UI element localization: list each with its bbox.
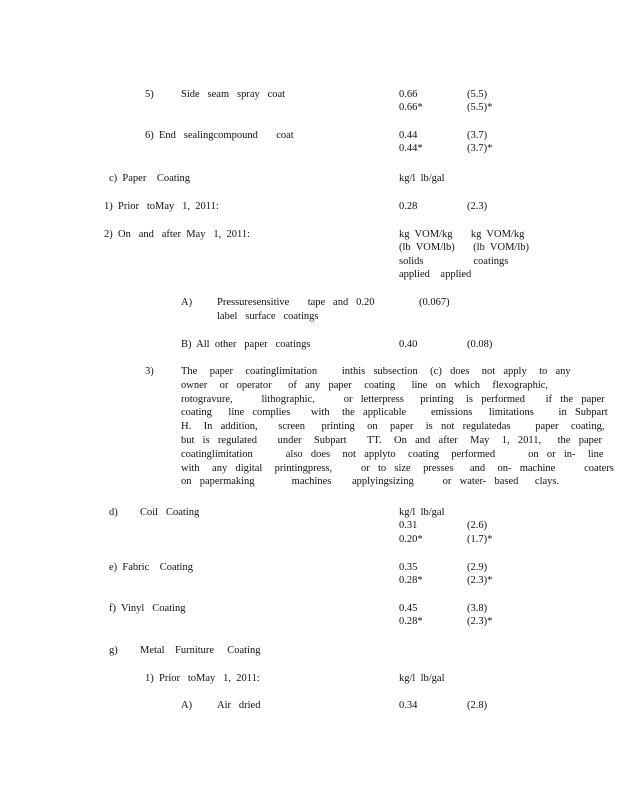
coil-lb-value-alt: (1.7)* (467, 534, 493, 545)
vinyl-coating-heading: f) Vinyl Coating (109, 603, 186, 614)
fabric-kg-value-alt: 0.28* (399, 575, 423, 586)
paragraph-line: coatinglimitation also does not applyto coating performed on or in- line (181, 448, 604, 460)
paper-sub-b-lb-value: (0.08) (467, 339, 493, 350)
metal-air-dried-letter: A) (181, 700, 193, 711)
fabric-lb-value-alt: (2.3)* (467, 575, 493, 586)
item-6-lb-value: (3.7) (467, 130, 488, 141)
fabric-coating-heading: e) Fabric Coating (109, 562, 193, 573)
paper-sub-a-letter: A) (181, 297, 193, 308)
item-5-number: 5) (145, 89, 154, 100)
metal-furniture-heading: Metal Furniture Coating (140, 645, 261, 656)
vinyl-lb-value-alt: (2.3)* (467, 616, 493, 627)
paragraph-line: but is regulated under Subpart TT. On and after May 1, 2011, the paper (181, 434, 603, 446)
coil-kg-value-alt: 0.20* (399, 534, 423, 545)
paper-after-col-header-2: (lb VOM/lb) (lb VOM/lb) (399, 242, 529, 253)
paper-after-col-header-4: applied applied (399, 269, 472, 280)
metal-units: kg/l lb/gal (399, 673, 445, 684)
fabric-kg-value: 0.35 (399, 562, 418, 573)
paper-after-label: 2) On and after May 1, 2011: (104, 229, 250, 240)
paragraph-line: with any digital printingpress, or to size presses and on- machine coaters (181, 462, 614, 474)
paragraph-line: on papermaking machines applyingsizing or water- based clays. (181, 476, 560, 488)
item-5-lb-value-alt: (5.5)* (467, 102, 493, 113)
paper-sub-a-label-line1: Pressuresensitive tape and 0.20 (217, 297, 375, 308)
item-6-kg-value-alt: 0.44* (399, 143, 423, 154)
item-6-kg-value: 0.44 (399, 130, 418, 141)
paper-sub-a-value: (0.067) (419, 297, 450, 308)
coil-coating-heading: Coil Coating (140, 507, 200, 518)
metal-air-dried-kg-value: 0.34 (399, 700, 418, 711)
paper-sub-b-label: B) All other paper coatings (181, 339, 311, 350)
paragraph-line: owner or operator of any paper coating line on which flexographic, (181, 379, 549, 391)
coil-coating-units: kg/l lb/gal (399, 507, 445, 518)
paper-after-col-header-1: kg VOM/kg kg VOM/kg (399, 229, 525, 240)
fabric-lb-value: (2.9) (467, 562, 488, 573)
coil-coating-letter: d) (109, 507, 118, 518)
coil-kg-value: 0.31 (399, 520, 418, 531)
coil-lb-value: (2.6) (467, 520, 488, 531)
paper-item-3-number: 3) (145, 366, 154, 377)
metal-furniture-letter: g) (109, 645, 118, 656)
item-6-lb-value-alt: (3.7)* (467, 143, 493, 154)
paper-item-3-paragraph (181, 365, 614, 489)
vinyl-kg-value: 0.45 (399, 603, 418, 614)
item-5-label: Side seam spray coat (181, 89, 286, 100)
metal-air-dried-lb-value: (2.8) (467, 700, 488, 711)
paper-sub-b-kg-value: 0.40 (399, 339, 418, 350)
vinyl-lb-value: (3.8) (467, 603, 488, 614)
paper-prior-kg-value: 0.28 (399, 201, 418, 212)
vinyl-kg-value-alt: 0.28* (399, 616, 423, 627)
paper-after-col-header-3: solids coatings (399, 256, 509, 267)
paper-sub-a-label-line2: label surface coatings (217, 311, 319, 322)
item-5-kg-value: 0.66 (399, 89, 418, 100)
item-6-label: 6) End sealingcompound coat (145, 130, 294, 141)
paper-prior-label: 1) Prior toMay 1, 2011: (104, 201, 219, 212)
metal-prior-label: 1) Prior toMay 1, 2011: (145, 673, 260, 684)
item-5-lb-value: (5.5) (467, 89, 488, 100)
paragraph-line: coating line complies with the applicable emissions limitations in Subpart (181, 407, 608, 419)
paper-coating-heading: c) Paper Coating (109, 173, 191, 184)
paper-coating-units: kg/l lb/gal (399, 173, 445, 184)
metal-air-dried-label: Air dried (217, 700, 261, 711)
paragraph-line: rotogravure, lithographic, or letterpress printing is performed if the paper (181, 393, 605, 405)
paragraph-line: H. In addition, screen printing on paper is not regulatedas paper coating, (181, 421, 605, 433)
item-5-kg-value-alt: 0.66* (399, 102, 423, 113)
paper-prior-lb-value: (2.3) (467, 201, 488, 212)
paragraph-line: The paper coatinglimitation inthis subsection (c) does not apply to any (181, 366, 571, 377)
